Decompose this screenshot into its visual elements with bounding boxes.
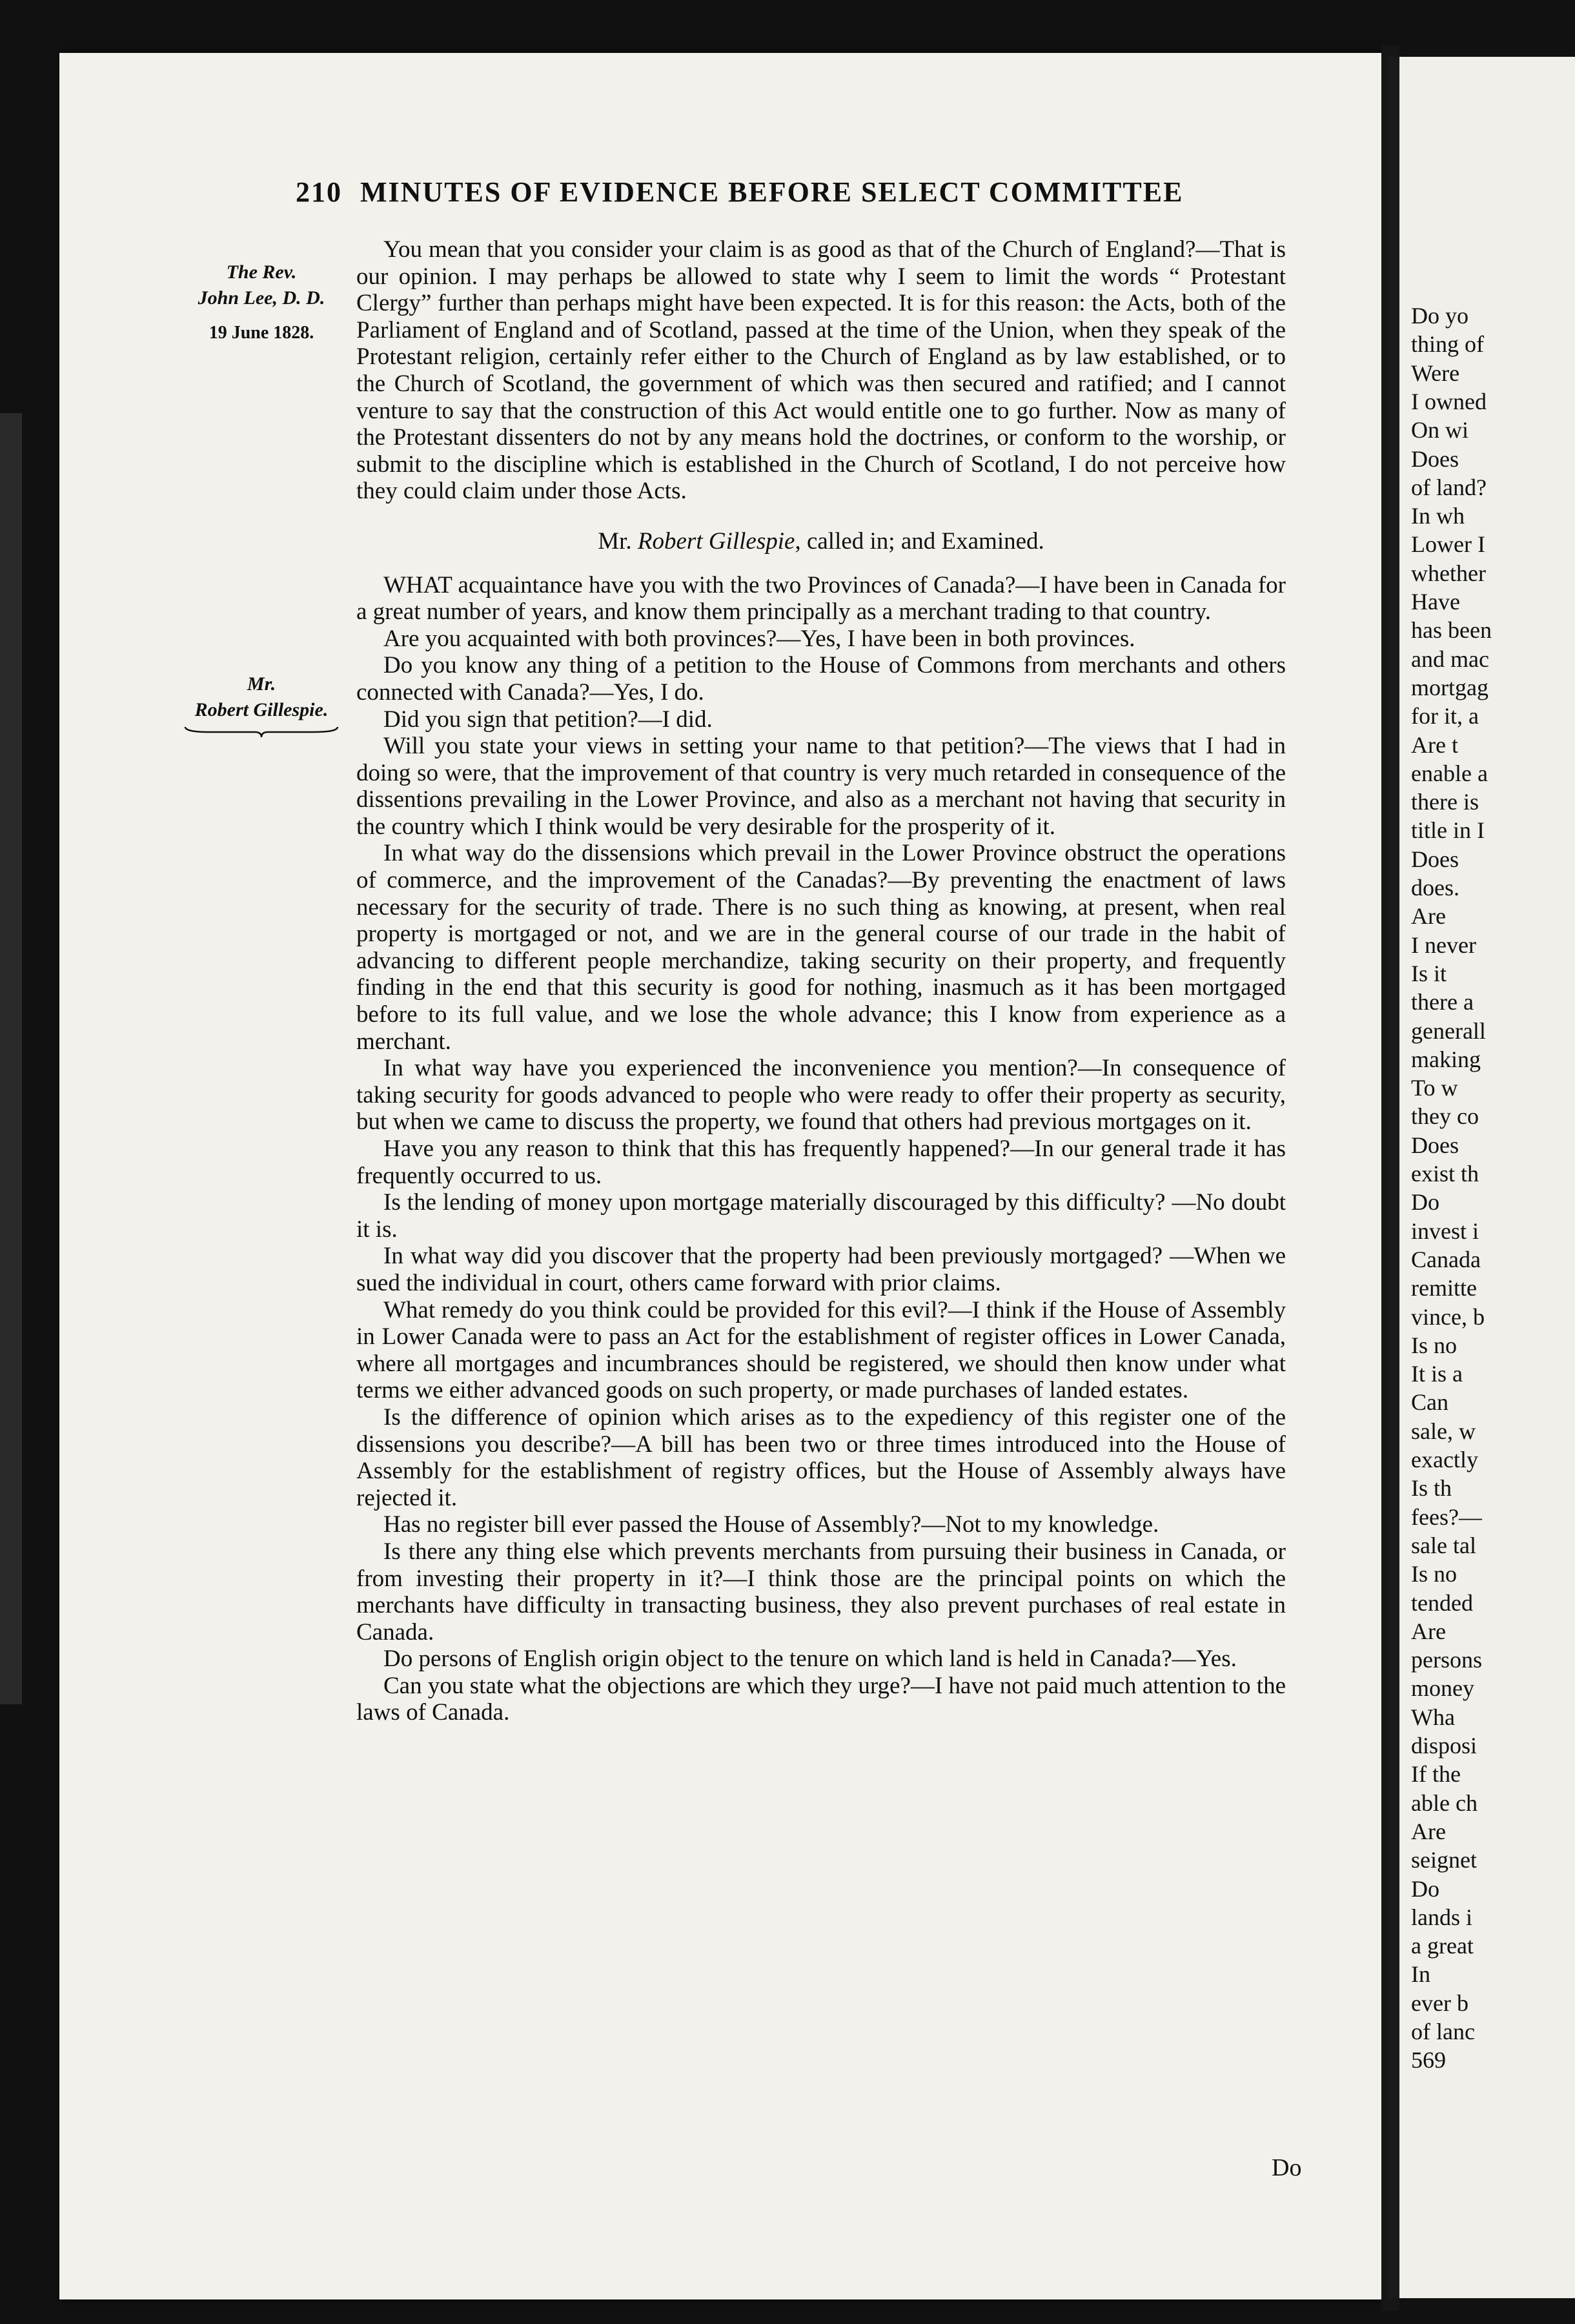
margin-note-lee [174, 260, 349, 346]
facing-page-line: Does [1411, 846, 1459, 872]
qa-paragraph: Are you acquainted with both provinces?—Yes, I have been in both provinces. [383, 625, 1135, 652]
facing-page-line: seignet [1411, 1847, 1477, 1873]
facing-page-line: Does [1411, 445, 1459, 472]
facing-page-line: Is no [1411, 1561, 1457, 1587]
margin-note-title: Mr. [247, 673, 276, 695]
facing-page-line: Is th [1411, 1475, 1452, 1502]
qa-paragraph: Is the difference of opinion which arises as to the expediency of this register one of the dissensions you describe?—A bill has been two or three times introduced into the House of Assembly for the establishment of registry offices, but the House of Assembly always have rejected it. [356, 1403, 1286, 1511]
facing-page-line: Do [1411, 1875, 1439, 1902]
qa-paragraph: Is there any thing else which prevents merchants from pursuing their business in Canada, or from investing their property in it?—I think those are the principal points on which the merchants have difficulty in transacting business, they also prevent purchases of real estate in Canada. [356, 1538, 1286, 1646]
facing-page-line: remitte [1411, 1275, 1477, 1301]
paragraph: You mean that you consider your claim is as good as that of the Church of England?—That is our opinion. I may perhaps be allowed to state why I seem to limit the words “ Protestant Clergy” further than perhaps might have been expected. It is for this reason: the Acts, both of the Parliament of England and of Scotland, passed at the time of the Union, when they speak of the Protestant religion, certainly refer either to the Church of England as by law established, or to the Church of Scotland, the government of which was then secured and ratified; and I cannot venture to say that the construction of this Act would entitle one to go further. Now as many of the Protestant dissenters do not by any means hold the doctrines, or conform to the worship, or submit to the discipline which is established in the Church of Scotland, I do not perceive how they could claim under those Acts. [356, 236, 1286, 505]
facing-page-line: I owned [1411, 388, 1487, 414]
facing-page-line: disposi [1411, 1733, 1478, 1758]
facing-page-line: there is [1411, 789, 1479, 815]
qa-paragraph: Has no register bill ever passed the House of Assembly?—Not to my knowledge. [383, 1511, 1159, 1538]
witness-heading: Mr. Robert Gillespie, called in; and Examined. [598, 527, 1044, 555]
facing-page-line: In wh [1411, 503, 1465, 529]
facing-page-line: for it, a [1411, 703, 1479, 729]
facing-page-line: Are [1411, 903, 1446, 930]
facing-page-line: Is no [1411, 1332, 1457, 1358]
qa-paragraph: Can you state what the objections are which they urge?—I have not paid much attention to the laws of Canada. [356, 1672, 1286, 1726]
margin-note-title: The Rev. [226, 261, 297, 283]
facing-page-line: I never [1411, 932, 1476, 958]
qa-paragraph: Do you know any thing of a petition to the House of Commons from merchants and others connected with Canada?—Yes, I do. [356, 652, 1286, 706]
qa-paragraph: Is the lending of money upon mortgage materially discouraged by this difficulty? —No doubt it is. [356, 1189, 1286, 1243]
facing-page-line: mortgag [1411, 674, 1489, 700]
book-edge [0, 413, 22, 1704]
facing-page-line: generall [1411, 1017, 1486, 1044]
facing-page-line: tended [1411, 1589, 1473, 1616]
facing-page-line: there a [1411, 989, 1474, 1015]
facing-page-line: money [1411, 1675, 1474, 1702]
catchword: Do [1272, 2154, 1302, 2181]
facing-page-line: In [1411, 1961, 1430, 1988]
facing-page-line: a great [1411, 1933, 1474, 1959]
qa-paragraph: What remedy do you think could be provided for this evil?—I think if the House of Assembly in Lower Canada were to pass an Act for the establishment of register offices in Lower Canada, where all mortgages and incumbrances should be registered, we should then know under what terms we either advanced goods on such property, or made purchases of landed estates. [356, 1296, 1286, 1404]
facing-page-line: they co [1411, 1103, 1479, 1130]
margin-note-gillespie [174, 671, 349, 739]
facing-page-line: whether [1411, 560, 1486, 586]
facing-page-line: Wha [1411, 1704, 1455, 1730]
facing-page-line: 569 [1411, 2047, 1446, 2074]
qa-paragraph: In what way did you discover that the property had been previously mortgaged? —When we sued the individual in court, others came forward with prior claims. [356, 1243, 1286, 1296]
facing-page-line: persons [1411, 1647, 1482, 1673]
facing-page-line: Can [1411, 1389, 1448, 1416]
facing-page-line: exist th [1411, 1161, 1479, 1187]
facing-page-line: making [1411, 1046, 1481, 1072]
facing-page-line: lands i [1411, 1904, 1472, 1930]
facing-page-line: Do [1411, 1189, 1439, 1216]
document-body [356, 236, 1286, 1726]
facing-page-line: has been [1411, 617, 1492, 644]
facing-page-line: of land? [1411, 474, 1487, 500]
facing-page-line: Are [1411, 1618, 1446, 1644]
facing-page-line: To w [1411, 1075, 1458, 1101]
margin-note-name: Robert Gillespie. [194, 699, 329, 720]
facing-page-line: does. [1411, 875, 1459, 901]
facing-page-line: Canada [1411, 1246, 1481, 1272]
facing-page-line: vince, b [1411, 1303, 1485, 1330]
facing-page-line: Have [1411, 589, 1460, 615]
facing-page-line: Is it [1411, 960, 1447, 986]
facing-page-line: If the [1411, 1761, 1461, 1788]
facing-page [1388, 57, 1575, 2298]
qa-paragraph: Have you any reason to think that this has frequently happened?—In our general trade it has frequently occurred to us. [356, 1136, 1286, 1189]
facing-page-line: Does [1411, 1132, 1459, 1158]
running-header [296, 176, 1264, 209]
margin-note-name: John Lee, D. D. [198, 287, 325, 309]
facing-page-line: able ch [1411, 1789, 1478, 1816]
facing-page-line: and mac [1411, 646, 1489, 672]
qa-paragraph: In what way do the dissensions which prevail in the Lower Province obstruct the operations of commerce, and the improvement of the Canadas?—By preventing the enactment of laws necessary for the security of trade. There is no such thing as knowing, at present, when real property is mortgaged or not, and we are in the general course of our trade in the habit of advancing to different people merchandize, taking security on their property, and frequently finding in the end that this security is good for nothing, inasmuch as it has been mortgaged before to its full value, and we lose the whole advance; this I know from experience as a merchant. [356, 840, 1286, 1055]
facing-page-line: sale tal [1411, 1532, 1476, 1558]
qa-paragraph: WHAT acquaintance have you with the two Provinces of Canada?—I have been in Canada for a great number of years, and know them principally as a merchant trading to that country. [356, 571, 1286, 626]
qa-paragraph: Will you state your views in setting your name to that petition?—The views that I had in doing so were, that the improvement of that country is very much retarded in consequence of the dissentions prevailing in the Lower Province, and also as a merchant not having that security in the country which I think would be very desirable for the prosperity of it. [356, 733, 1286, 840]
witness-name: Robert Gillespie [637, 527, 795, 555]
qa-paragraph: Did you sign that petition?—I did. [383, 706, 713, 733]
facing-page-line: enable a [1411, 760, 1488, 786]
running-head-title: MINUTES OF EVIDENCE BEFORE SELECT COMMITTEE [360, 176, 1184, 208]
facing-page-line: On wi [1411, 417, 1468, 443]
facing-page-line: Are [1411, 1818, 1446, 1844]
qa-paragraph: Do persons of English origin object to the tenure on which land is held in Canada?—Yes. [383, 1646, 1237, 1673]
facing-page-line: invest i [1411, 1218, 1479, 1244]
facing-page-line: Lower I [1411, 531, 1485, 558]
facing-page-line: exactly [1411, 1447, 1478, 1473]
qa-paragraph: In what way have you experienced the inconvenience you mention?—In consequence of taking security for goods advanced to people who were ready to offer their property as security, but when we came to discuss the property, we found that others had previous mortgages on it. [356, 1055, 1286, 1136]
brace-icon [184, 726, 339, 739]
facing-page-line: fees?— [1411, 1503, 1482, 1530]
facing-page-line: Are t [1411, 731, 1458, 758]
margin-note-date: 19 June 1828. [208, 323, 314, 343]
facing-page-line: of lanc [1411, 2019, 1475, 2044]
facing-page-line: thing of [1411, 331, 1484, 358]
facing-page-line: sale, w [1411, 1418, 1476, 1444]
facing-page-line: Were [1411, 360, 1460, 386]
examination-list [356, 572, 1286, 1727]
facing-page-line: It is a [1411, 1361, 1463, 1387]
facing-page-line: Do yo [1411, 303, 1468, 329]
facing-page-line: title in I [1411, 817, 1485, 844]
facing-page-line: ever b [1411, 1990, 1468, 2016]
page-number: 210 [296, 176, 342, 208]
